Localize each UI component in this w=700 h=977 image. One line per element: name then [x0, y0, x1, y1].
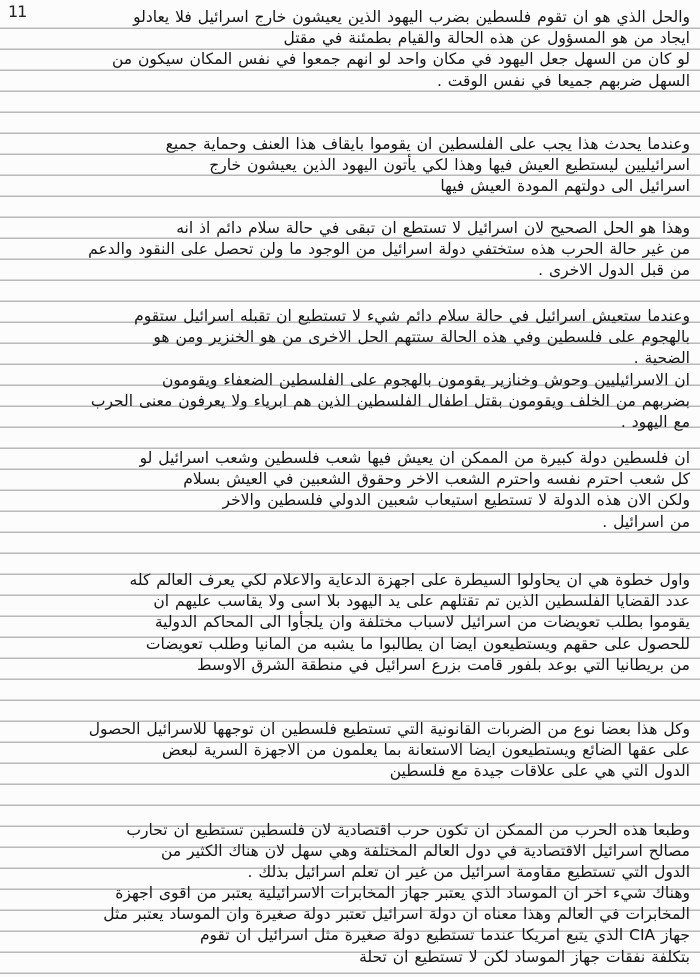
paragraph-2: وعندما يحدث هذا يجب على الفلسطين ان يقوموا بايقاف هذا العنف وحماية جميع اسرائيليين ليستطيع العيش فيها وهذا لكي يأتون اليهود الذين يعيشون خارج اسرائيل الى دولتهم المودة العيش فيها — [165, 135, 690, 196]
paragraph-6: واول خطوة هي ان يحاولوا السيطرة على اجهزة الدعاية والاعلام لكي يعرف العالم كله عدد القضايا الفلسطين الذين تم تقتلهم على يد اليهود بلا اسى ولا يقاسب عليهم ان يقوموا بطلب تعويضات من اسرائيل لاسباب مختلفة وان يلجأوا الى المحاكم الدولية للحصول على حقهم ويستطيعون ايضا ان يطالبوا ما يشبه من المانيا وطلب تعويضات من بريطانيا التي بوعد بلفور قامت بزرع اسرائيل في منطقة الشرق الاوسط — [129, 571, 690, 674]
paragraph-7: وكل هذا بعضا نوع من الضربات القانونية التي تستطيع فلسطين ان توجهها للاسرائيل الحصول على عقها الضائع ويستطيعون ايضا الاستعانة بما يعلمون من الاجهزة السرية لبعض الدول التي هي على علاقات جيدة مع فلسطين — [88, 720, 690, 781]
page-number: 11 — [8, 2, 27, 21]
paragraph-5: ان فلسطين دولة كبيرة من الممكن ان يعيش فيها شعب فلسطين وشعب اسرائيل لو كل شعب احترم نفسه واحترم الشعب الاخر وحقوق الشعبين في العيش بسلام ولكن الان هذه الدولة لا تستطيع استيعاب شعبين الدولي فلسطين والاخر من اسرائيل . — [139, 449, 690, 531]
paragraph-9: وهناك شيء اخر ان الموساد الذي يعتبر جهاز المخابرات الاسرائيلية يعتبر من اقوى اجهزة المخابرات في العالم وهذا معناه ان دولة اسرائيل تعتبر دولة صغيرة وان الموساد يعتبر مثل جهاز CIA الذي يتبع امريكا عندما تستطيع دولة صغيرة مثل اسرائيل ان تقوم بتكلفة نفقات جهاز الموساد لكن لا تستطيع ان تحلة — [103, 884, 690, 966]
paragraph-4: وعندما ستعيش اسرائيل في حالة سلام دائم شيء لا تستطيع ان تقبله اسرائيل ستقوم بالهجوم على فلسطين وفي هذه الحالة ستتهم الحل الاخرى من هو الخنزير ومن هو الضحية . ان الاسرائيليين وحوش وخنازير يقومون بالهجوم على الفلسطين الضعفاء ويقومون بضربهم من الخلف ويقومون بقتل اطفال الفلسطين الذين هم ابرياء ولا يعرفون معنى الحرب مع اليهود . — [90, 307, 690, 432]
paragraph-1: والحل الذي هو ان تقوم فلسطين بضرب اليهود الذين يعيشون خارج اسرائيل فلا يعادلو ايجاد من هو المسؤول عن هذه الحالة والقيام بطمئنة في مقتل لو كان من السهل جعل اليهود في مكان واحد لو انهم جمعوا في نفس المكان سيكون من السهل ضربهم جميعا في نفس الوقت . — [111, 8, 690, 90]
paragraph-8: وطبعا هذه الحرب من الممكن ان تكون حرب اقتصادية لان فلسطين تستطيع ان تحارب مصالح اسرائيل الاقتصادية في دول العالم المختلفة وهي سهل لان هناك الكثير من الدول التي تستطيع مقاومة اسرائيل من غير ان تعلم اسرائيل بذلك . — [126, 821, 690, 882]
paragraph-3: وهذا هو الحل الصحيح لان اسرائيل لا تستطع ان تبقى في حالة سلام دائم اذ انه من غير حالة الحرب هذه ستختفي دولة اسرائيل من الوجود ما ولن تحصل على النقود والدعم من قبل الدول الاخرى . — [88, 219, 690, 280]
